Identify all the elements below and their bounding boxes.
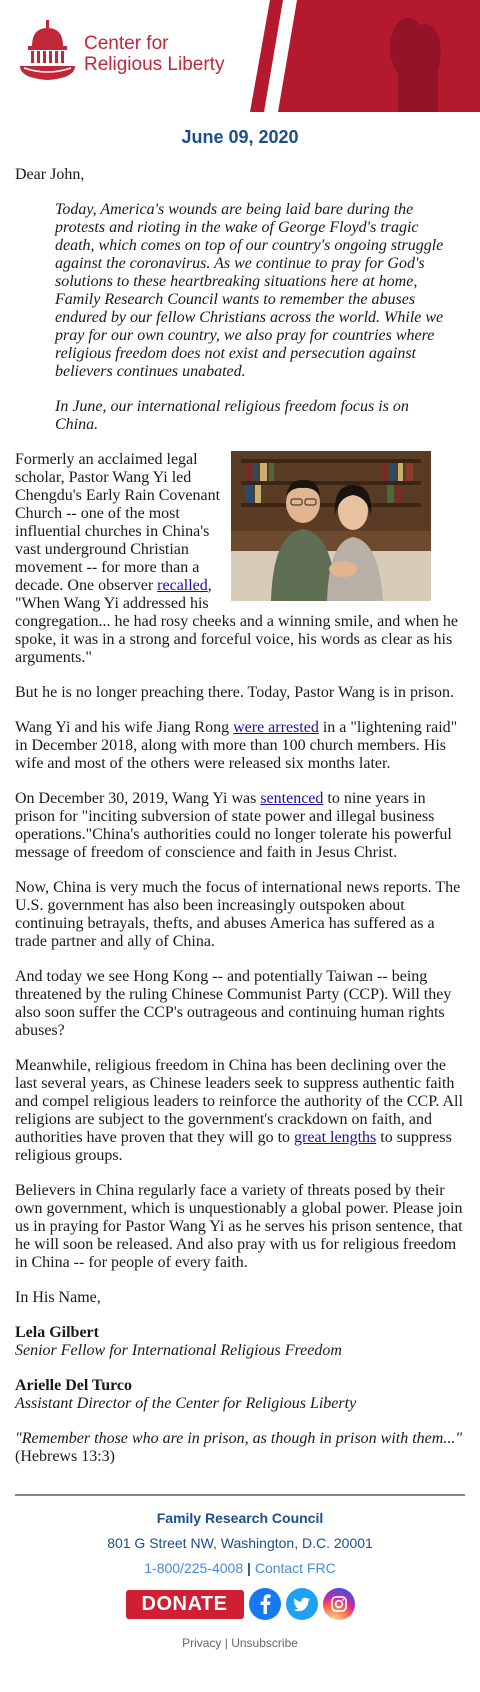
- privacy-link[interactable]: Privacy: [182, 1636, 222, 1650]
- contact-line: [0, 1560, 480, 1576]
- story-paragraph: Wang Yi and his wife Jiang Rong were arrested in a "lightening raid" in December 2018, along with more than 100 church members. His wife and most of the others were released six months later.: [15, 719, 458, 772]
- signature-name: Arielle Del Turco: [15, 1377, 133, 1394]
- were-arrested-link[interactable]: were arrested: [233, 719, 319, 736]
- contact-frc-link[interactable]: Contact FRC: [254, 1560, 336, 1576]
- signature-title: Senior Fellow for International Religious Freedom: [15, 1342, 342, 1359]
- signature-title: Assistant Director of the Center for Religious Liberty: [15, 1395, 357, 1412]
- logo-line-1: Center for: [84, 33, 169, 54]
- great-lengths-link[interactable]: great lengths: [294, 1129, 377, 1146]
- legal-links: [0, 1636, 480, 1650]
- story-paragraph: Now, China is very much the focus of international news reports. The U.S. government has also been increasingly outspoken about continuing betrayals, thefts, and abuses America has suffered as a trade partner and ally of China.: [15, 879, 461, 950]
- instagram-icon[interactable]: [323, 1588, 355, 1620]
- email-header: [0, 0, 480, 112]
- email-footer: [0, 1510, 480, 1650]
- unsubscribe-link[interactable]: Unsubscribe: [231, 1636, 298, 1650]
- story-paragraph: Believers in China regularly face a variety of threats posed by their own government, which is unquestionably a global power. Please join us in praying for Pastor Wang Yi as he serves his prison sentence, that he will soon be released. And also pray with us for religious freedom in China -- for people of every faith.: [15, 1182, 463, 1271]
- phone-link[interactable]: 1-800/225-4008: [144, 1560, 244, 1576]
- signature-name: Lela Gilbert: [15, 1324, 99, 1341]
- signature-block: [15, 1377, 465, 1413]
- story-paragraph: But he is no longer preaching there. Today, Pastor Wang is in prison.: [15, 684, 454, 701]
- facebook-icon[interactable]: [249, 1588, 281, 1620]
- email-date: June 09, 2020: [181, 127, 299, 147]
- recalled-link[interactable]: recalled: [157, 577, 208, 594]
- bible-verse: [15, 1430, 465, 1466]
- pastor-wang-yi-photo: [231, 451, 431, 601]
- story-paragraph: On December 30, 2019, Wang Yi was sentenced to nine years in prison for "inciting subversion of state power and illegal business operations."China's authorities could no longer tolerate his powerful message of freedom of conscience and faith in Jesus Christ.: [15, 790, 452, 861]
- legal-separator: |: [224, 1636, 228, 1650]
- closing: In His Name,: [15, 1289, 101, 1306]
- greeting: Dear John,: [15, 166, 85, 183]
- story-paragraph: And today we see Hong Kong -- and potentially Taiwan -- being threatened by the ruling Chinese Communist Party (CCP). Will they also soon suffer the CCP's outrageous and continuing human rights abuses?: [15, 968, 452, 1039]
- intro-block: [55, 201, 455, 434]
- intro-paragraph: In June, our international religious freedom focus is on China.: [55, 398, 409, 433]
- signature-block: [15, 1324, 465, 1360]
- contact-separator: |: [247, 1560, 251, 1576]
- email-body: [0, 166, 480, 1466]
- action-row: [0, 1588, 480, 1620]
- story-paragraph: Formerly an acclaimed legal scholar, Pastor Wang Yi led Chengdu's Early Rain Covenant Church -- one of the most influential churches in China's vast underground Christian movement -- for more than a decade. One observer recalled, "When Wang Yi addressed his congregation... he had rosy cheeks and a winning smile, and when he spoke, it was in a strong and forceful voice, his words as clear as his arguments.": [15, 451, 458, 666]
- story-paragraph: Meanwhile, religious freedom in China has been declining over the last several years, as Chinese leaders seek to suppress authentic faith and compel religious leaders to reinforce the authority of the CCP. All religions are subject to the government's crackdown on faith, and authorities have proven that they will go to great lengths to suppress religious groups.: [15, 1057, 463, 1164]
- capitol-logo-icon: [18, 18, 78, 82]
- intro-paragraph: Today, America's wounds are being laid bare during the protests and rioting in the wake of George Floyd's tragic death, which comes on top of our country's ongoing struggle against the coronavirus. As we continue to pray for God's solutions to these heartbreaking situations here at home, Family Research Council wants to remember the abuses endured by our fellow Christians across the world. While we pray for our own country, we also pray for countries where religious freedom does not exist and persecution against believers continues unabated.: [55, 201, 444, 380]
- org-name: Family Research Council: [156, 1510, 324, 1526]
- verse-quote: "Remember those who are in prison, as though in prison with them...": [15, 1430, 463, 1447]
- logo-line-2: Religious Liberty: [84, 54, 225, 75]
- org-address: 801 G Street NW, Washington, D.C. 20001: [107, 1535, 373, 1551]
- logo-wordmark: [84, 33, 224, 75]
- donate-button[interactable]: DONATE: [126, 1590, 244, 1619]
- twitter-icon[interactable]: [286, 1588, 318, 1620]
- story-section: [15, 451, 465, 1466]
- verse-reference: (Hebrews 13:3): [15, 1448, 115, 1465]
- sentenced-link[interactable]: sentenced: [260, 790, 324, 807]
- footer-divider: [15, 1494, 465, 1496]
